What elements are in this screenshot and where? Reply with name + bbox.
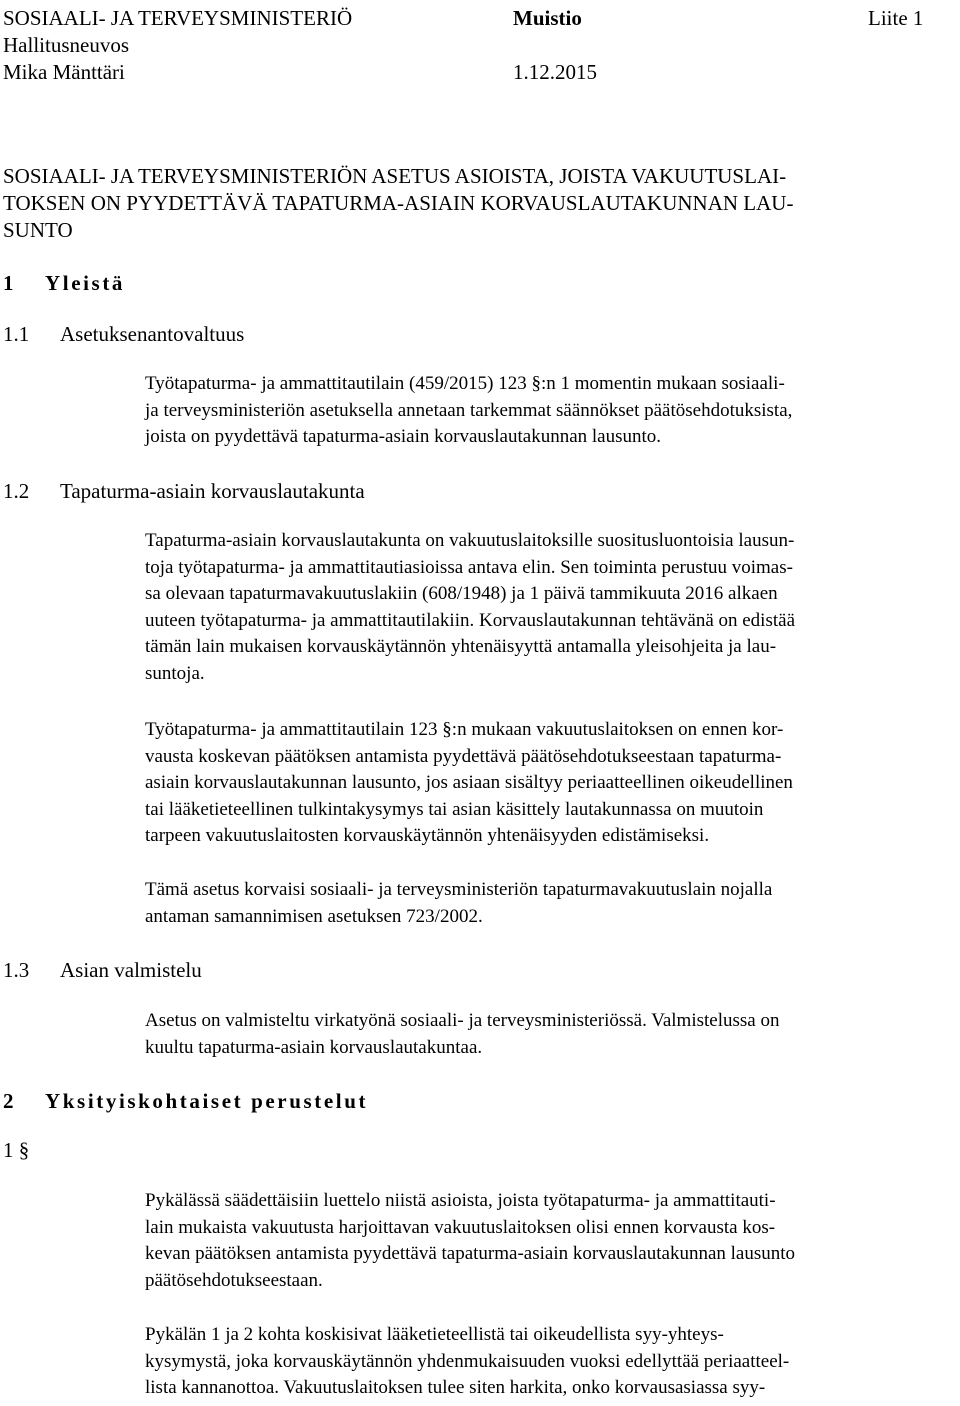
section-1-3-number: 1.3	[3, 958, 30, 982]
text-line: päätösehdotukseestaan.	[145, 1269, 323, 1291]
text-line: ja terveysministeriön asetuksella annetaan tarkemmat säännökset päätösehdotuksista,	[145, 399, 793, 421]
text-line: Työtapaturma- ja ammattitautilain (459/2015) 123 §:n 1 momentin mukaan sosiaali-	[145, 373, 785, 394]
text-line: joista on pyydettävä tapaturma-asiain korvauslautakunnan lausunto.	[145, 426, 662, 447]
text-line: Tapaturma-asiain korvauslautakunta on vakuutuslaitoksille suositusluontoisia lausun-	[145, 530, 795, 551]
paragraph-1-section-number: 1 §	[3, 1138, 30, 1162]
text-line: tämän lain mukaisen korvauskäytännön yhtenäisyyttä antamalla yleisohjeita ja lau-	[145, 636, 777, 657]
text-line: antaman samannimisen asetuksen 723/2002.	[145, 905, 483, 927]
author-name: Mika Mänttäri	[3, 60, 125, 84]
document-title-line-1: SOSIAALI- JA TERVEYSMINISTERIÖN ASETUS ASIOISTA, JOISTA VAKUUTUSLAI-	[3, 164, 787, 188]
section-1-2-number: 1.2	[3, 479, 30, 503]
document-date: 1.12.2015	[513, 60, 597, 84]
section-2-title: Yksityiskohtaiset perustelut	[45, 1089, 369, 1113]
section-1-2-paragraph-2	[145, 717, 957, 850]
text-line: toja työtapaturma- ja ammattitautiasioissa antava elin. Sen toiminta perustuu voimas-	[145, 556, 793, 578]
text-line: Työtapaturma- ja ammattitautilain 123 §:n mukaan vakuutuslaitoksen on ennen kor-	[145, 719, 784, 740]
text-line: lain mukaista vakuutusta harjoittavan vakuutuslaitoksen olisi ennen korvausta kos-	[145, 1216, 776, 1238]
text-line: asiain korvauslautakunnan lausunto, jos asiaan sisältyy periaatteellinen oikeudellinen	[145, 772, 793, 793]
section-1-1-number: 1.1	[3, 322, 30, 346]
section-1-2-paragraph-1	[145, 528, 957, 687]
text-line: kysymystä, joka korvauskäytännön yhdenmukaisuuden vuoksi edellyttää periaatteel-	[145, 1350, 790, 1372]
text-line: Pykälässä säädettäisiin luettelo niistä asioista, joista työtapaturma- ja ammattitauti-	[145, 1190, 776, 1211]
text-line: tai lääketieteellinen tulkintakysymys tai asian käsittely lautakunnassa on muutoin	[145, 798, 764, 820]
text-line: Pykälän 1 ja 2 kohta koskisivat lääketieteellistä tai oikeudellista syy-yhteys-	[145, 1324, 724, 1345]
section-2-1-paragraph-1	[145, 1188, 957, 1294]
section-1-title: Yleistä	[45, 271, 126, 295]
section-2-1-paragraph-2	[145, 1322, 957, 1402]
text-line: sa olevaan tapaturmavakuutuslakiin (608/1948) ja 1 päivä tammikuuta 2016 alkaen	[145, 583, 778, 604]
section-1-1-title: Asetuksenantovaltuus	[60, 322, 245, 346]
section-1-3-paragraph-1	[145, 1008, 957, 1061]
section-1-2-paragraph-3	[145, 877, 957, 930]
text-line: Tämä asetus korvaisi sosiaali- ja terveysministeriön tapaturmavakuutuslain nojalla	[145, 879, 773, 900]
section-1-3-title: Asian valmistelu	[60, 958, 202, 982]
document-title-line-3: SUNTO	[3, 218, 73, 242]
document-type: Muistio	[513, 6, 582, 30]
text-line: vausta koskevan päätöksen antamista pyydettävä päätösehdotukseestaan tapaturma-	[145, 745, 782, 767]
text-line: kevan päätöksen antamista pyydettävä tapaturma-asiain korvauslautakunnan lausunto	[145, 1243, 796, 1264]
text-line: tarpeen vakuutuslaitosten korvauskäytännön yhtenäisyyden edistämiseksi.	[145, 825, 710, 846]
text-line: lista kannanottoa. Vakuutuslaitoksen tulee siten harkita, onko korvausasiassa syy-	[145, 1377, 766, 1398]
author-role: Hallitusneuvos	[3, 33, 129, 57]
section-1-number: 1	[3, 271, 17, 295]
text-line: Asetus on valmisteltu virkatyönä sosiaali- ja terveysministeriössä. Valmistelussa on	[145, 1010, 780, 1031]
text-line: uuteen työtapaturma- ja ammattitautilakiin. Korvauslautakunnan tehtävänä on edistää	[145, 609, 795, 631]
text-line: suntoja.	[145, 662, 205, 684]
section-2-number: 2	[3, 1089, 17, 1113]
document-title-line-2: TOKSEN ON PYYDETTÄVÄ TAPATURMA-ASIAIN KORVAUSLAUTAKUNNAN LAU-	[3, 191, 794, 215]
text-line: kuultu tapaturma-asiain korvauslautakuntaa.	[145, 1036, 483, 1058]
section-1-2-title: Tapaturma-asiain korvauslautakunta	[60, 479, 365, 503]
section-1-1-paragraph-1	[145, 371, 957, 451]
attachment-label: Liite 1	[868, 6, 924, 30]
ministry-name: SOSIAALI- JA TERVEYSMINISTERIÖ	[3, 6, 353, 30]
